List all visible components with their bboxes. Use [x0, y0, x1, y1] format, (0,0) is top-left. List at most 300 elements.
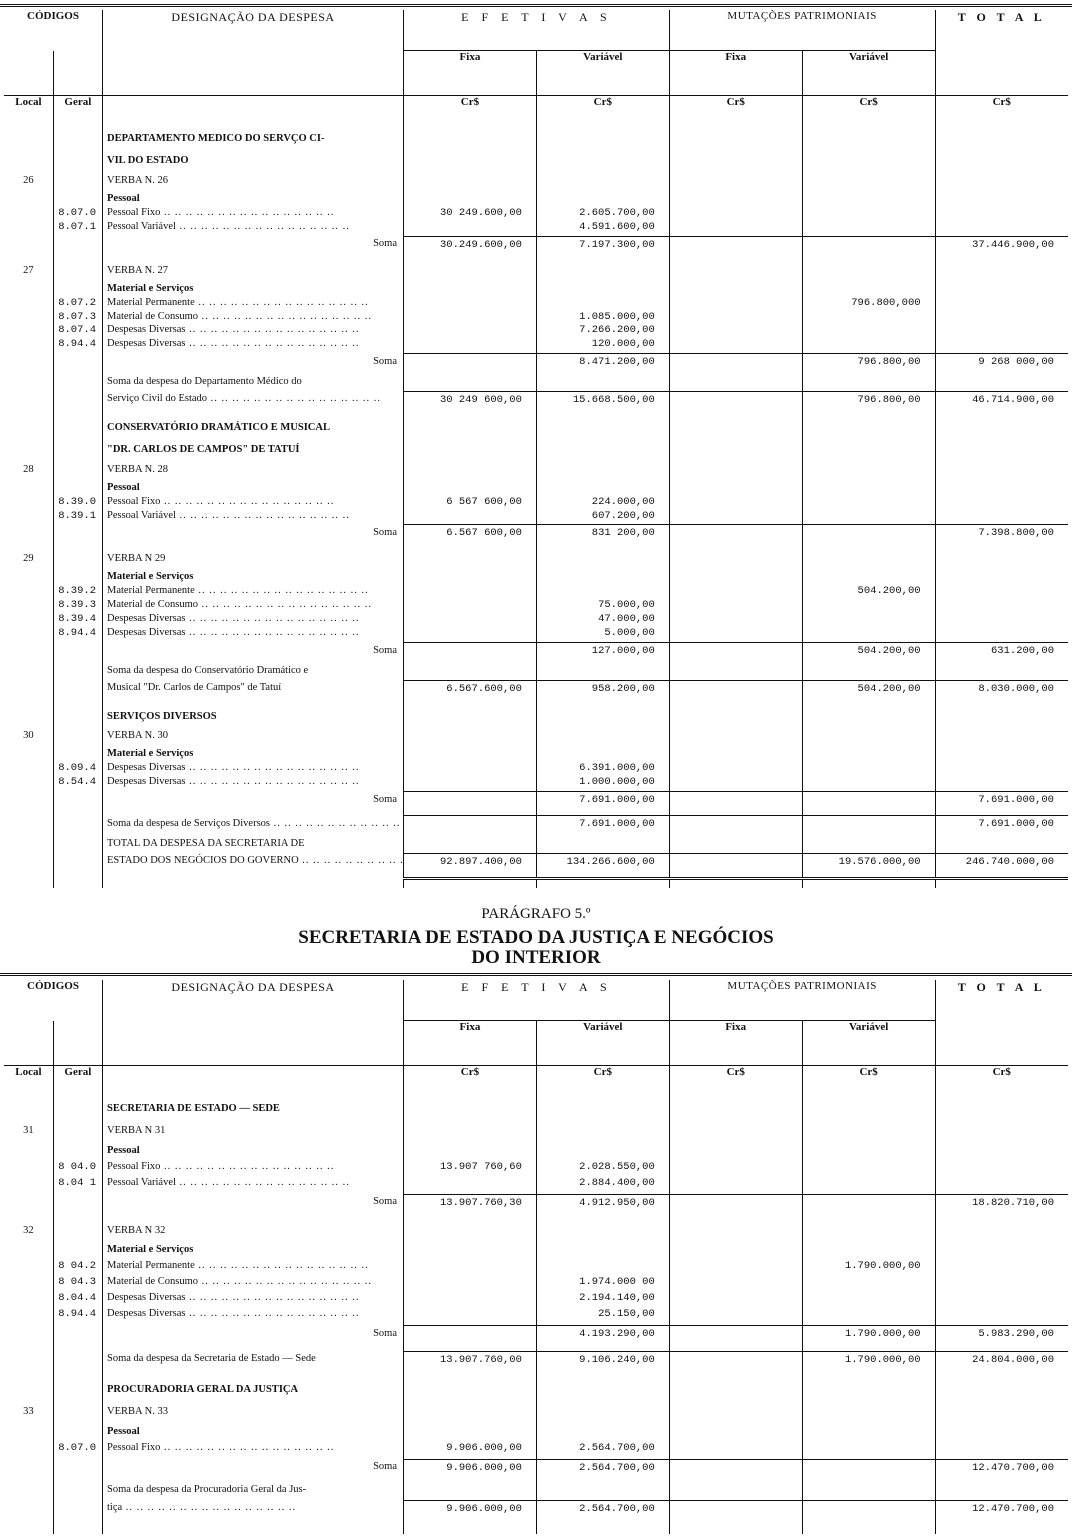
efetivas-variavel-value [536, 1401, 669, 1427]
mutacoes-fixa-value [669, 548, 802, 572]
efetivas-fixa-value: 30.249.600,00 [404, 236, 537, 259]
total-value: 246.740.000,00 [935, 853, 1068, 878]
total-value [935, 749, 1068, 763]
efetivas-variavel-value: 120.000,00 [536, 339, 669, 353]
table-row [4, 666, 1068, 680]
verba-number [4, 628, 53, 642]
total-value [935, 763, 1068, 777]
efetivas-variavel-value: 15.668.500,00 [536, 391, 669, 414]
efetivas-fixa-value [404, 777, 537, 791]
total-value: 12.470.700,00 [935, 1459, 1068, 1484]
verba-number: 32 [4, 1220, 53, 1246]
efetivas-fixa-value: 9.906.000,00 [404, 1500, 537, 1525]
total-value [935, 459, 1068, 483]
code-geral: 8.07.0 [53, 1443, 102, 1459]
designation: SECRETARIA DE ESTADO — SEDE [103, 1104, 404, 1120]
table-row [4, 1162, 1068, 1178]
efetivas-fixa-value [404, 1261, 537, 1277]
efetivas-fixa-value [404, 1146, 537, 1162]
verba-number [4, 749, 53, 763]
ef-variavel-header: Variável [536, 1021, 669, 1066]
currency-label: Cr$ [669, 96, 802, 135]
designation: "DR. CARLOS DE CAMPOS" DE TATUÍ [103, 437, 404, 459]
table-row [4, 391, 1068, 414]
total-value [935, 1104, 1068, 1120]
verba-number: 26 [4, 170, 53, 194]
total-value [935, 134, 1068, 148]
designation: Material e Serviços [103, 572, 404, 586]
table-row [4, 725, 1068, 749]
efetivas-fixa-value [404, 437, 537, 459]
table-row [4, 548, 1068, 572]
mutacoes-variavel-value [802, 236, 935, 259]
mutacoes-fixa-value [669, 763, 802, 777]
verba-number [4, 415, 53, 437]
total-value [935, 511, 1068, 525]
mutacoes-fixa-value [669, 437, 802, 459]
efetivas-fixa-value [404, 284, 537, 298]
designation: CONSERVATÓRIO DRAMÁTICO E MUSICAL [103, 415, 404, 437]
mutacoes-variavel-value [802, 170, 935, 194]
code-geral [53, 643, 102, 666]
code-geral: 8.94.4 [53, 1309, 102, 1325]
verba-number: 28 [4, 459, 53, 483]
table-row [4, 839, 1068, 853]
designation: Pessoal Fixo .. .. [103, 1162, 404, 1178]
total-value [935, 1178, 1068, 1194]
table-row [4, 312, 1068, 326]
code-geral: 8.07.3 [53, 312, 102, 326]
total-value [935, 377, 1068, 391]
efetivas-variavel-value [536, 483, 669, 497]
total-value: 7.691.000,00 [935, 816, 1068, 839]
designation: Despesas Diversas .. .. [103, 1309, 404, 1325]
codigos-header: CÓDIGOS [4, 10, 103, 51]
table-row [4, 1220, 1068, 1246]
verba-number [4, 1146, 53, 1162]
verba-number [4, 1459, 53, 1484]
mutacoes-fixa-value [669, 816, 802, 839]
total-header: T O T A L [957, 980, 1046, 994]
currency-label: Cr$ [536, 1066, 669, 1105]
code-geral [53, 839, 102, 853]
code-geral: 8.39.1 [53, 511, 102, 525]
verba-number [4, 325, 53, 339]
mutacoes-variavel-value [802, 312, 935, 326]
total-value [935, 1401, 1068, 1427]
verba-number [4, 377, 53, 391]
efetivas-fixa-value [404, 1220, 537, 1246]
mutacoes-variavel-value [802, 1220, 935, 1246]
table-row [4, 763, 1068, 777]
mutacoes-fixa-value [669, 170, 802, 194]
mutacoes-fixa-value [669, 391, 802, 414]
efetivas-fixa-value [404, 1401, 537, 1427]
mutacoes-variavel-value [802, 415, 935, 437]
total-value [935, 483, 1068, 497]
table-row [4, 497, 1068, 511]
table-row [4, 614, 1068, 628]
mutacoes-fixa-value [669, 415, 802, 437]
verba-number: 27 [4, 260, 53, 284]
mutacoes-fixa-value [669, 354, 802, 377]
designation: Pessoal [103, 483, 404, 497]
local-header: Local [4, 96, 53, 135]
mutacoes-variavel-value [802, 1401, 935, 1427]
code-geral [53, 391, 102, 414]
mutacoes-fixa-value [669, 511, 802, 525]
efetivas-header: E F E T I V A S [404, 980, 670, 1021]
efetivas-fixa-value [404, 749, 537, 763]
designation: VERBA N. 30 [103, 725, 404, 749]
mutacoes-fixa-value [669, 1220, 802, 1246]
mutacoes-variavel-value: 1.790.000,00 [802, 1326, 935, 1352]
mutacoes-fixa-value [669, 1500, 802, 1525]
verba-number [4, 763, 53, 777]
verba-number [4, 1485, 53, 1501]
total-value [935, 1261, 1068, 1277]
table-row [4, 853, 1068, 878]
efetivas-variavel-value [536, 194, 669, 208]
efetivas-fixa-value [404, 148, 537, 170]
mutacoes-fixa-value [669, 725, 802, 749]
code-geral [53, 572, 102, 586]
verba-number [4, 1500, 53, 1525]
designation: Soma [103, 792, 404, 816]
mutacoes-fixa-value [669, 1277, 802, 1293]
verba-number [4, 839, 53, 853]
efetivas-variavel-value [536, 415, 669, 437]
designation: VERBA N. 27 [103, 260, 404, 284]
mutacoes-variavel-value [802, 525, 935, 548]
efetivas-variavel-value: 1.000.000,00 [536, 777, 669, 791]
code-geral [53, 437, 102, 459]
efetivas-fixa-value [404, 339, 537, 353]
mutacoes-variavel-value: 504.200,00 [802, 586, 935, 600]
code-geral [53, 284, 102, 298]
mutacoes-variavel-value [802, 628, 935, 642]
verba-number [4, 525, 53, 548]
code-geral [53, 666, 102, 680]
efetivas-fixa-value: 9.906.000,00 [404, 1443, 537, 1459]
mutacoes-variavel-value [802, 1293, 935, 1309]
efetivas-fixa-value [404, 548, 537, 572]
mutacoes-variavel-value [802, 325, 935, 339]
table-row [4, 1377, 1068, 1401]
total-value [935, 1146, 1068, 1162]
designation: Despesas Diversas .. .. [103, 339, 404, 353]
code-geral [53, 1146, 102, 1162]
designation: Material Permanente .. .. [103, 298, 404, 312]
code-geral: 8.39.2 [53, 586, 102, 600]
code-geral [53, 134, 102, 148]
designation: VERBA N. 26 [103, 170, 404, 194]
table-row [4, 1261, 1068, 1277]
mutacoes-variavel-value: 796.800,00 [802, 391, 935, 414]
mutacoes-variavel-value [802, 437, 935, 459]
designation: Despesas Diversas .. .. [103, 763, 404, 777]
code-geral [53, 853, 102, 878]
efetivas-variavel-value: 607.200,00 [536, 511, 669, 525]
efetivas-variavel-value: 831 200,00 [536, 525, 669, 548]
total-value [935, 208, 1068, 222]
mutacoes-fixa-value [669, 614, 802, 628]
efetivas-variavel-value: 9.106.240,00 [536, 1351, 669, 1376]
total-value [935, 1485, 1068, 1501]
designation: Pessoal Fixo .. .. [103, 1443, 404, 1459]
efetivas-fixa-value [404, 377, 537, 391]
total-value [935, 572, 1068, 586]
verba-number [4, 284, 53, 298]
efetivas-variavel-value [536, 1261, 669, 1277]
table-row [4, 1351, 1068, 1376]
designation: Soma da despesa da Secretaria de Estado — Sede [103, 1351, 404, 1376]
mutacoes-variavel-value [802, 1443, 935, 1459]
mutacoes-fixa-value [669, 1245, 802, 1261]
table-row [4, 1194, 1068, 1219]
geral-header: Geral [53, 96, 102, 135]
efetivas-variavel-value: 5.000,00 [536, 628, 669, 642]
designation: TOTAL DA DESPESA DA SECRETARIA DE [103, 839, 404, 853]
mutacoes-variavel-value [802, 134, 935, 148]
verba-number [4, 511, 53, 525]
designation: tiça .. .. [103, 1500, 404, 1525]
codigos-header: CÓDIGOS [4, 980, 103, 1021]
mutacoes-fixa-value [669, 586, 802, 600]
efetivas-variavel-value: 7.266.200,00 [536, 325, 669, 339]
code-geral [53, 749, 102, 763]
designation: VIL DO ESTADO [103, 148, 404, 170]
efetivas-fixa-value [404, 643, 537, 666]
table-row [4, 284, 1068, 298]
table-row [4, 194, 1068, 208]
verba-number [4, 1443, 53, 1459]
verba-number: 33 [4, 1401, 53, 1427]
mutacoes-variavel-value [802, 497, 935, 511]
verba-number [4, 1309, 53, 1325]
designation: VERBA N 32 [103, 1220, 404, 1246]
total-value [935, 437, 1068, 459]
mutacoes-fixa-value [669, 325, 802, 339]
verba-number [4, 312, 53, 326]
efetivas-variavel-value [536, 1120, 669, 1146]
efetivas-variavel-value [536, 666, 669, 680]
verba-number [4, 483, 53, 497]
efetivas-fixa-value: 13.907 760,60 [404, 1162, 537, 1178]
code-geral [53, 1120, 102, 1146]
mutacoes-fixa-value [669, 1162, 802, 1178]
efetivas-variavel-value [536, 1485, 669, 1501]
efetivas-fixa-value [404, 600, 537, 614]
efetivas-fixa-value [404, 298, 537, 312]
mutacoes-fixa-value [669, 260, 802, 284]
efetivas-variavel-value: 958.200,00 [536, 680, 669, 703]
mutacoes-variavel-value: 19.576.000,00 [802, 853, 935, 878]
code-geral: 8.04.4 [53, 1293, 102, 1309]
mutacoes-fixa-value [669, 483, 802, 497]
table-row [4, 437, 1068, 459]
code-geral [53, 1194, 102, 1219]
designation: Material de Consumo .. .. [103, 1277, 404, 1293]
designation: Material Permanente .. .. [103, 586, 404, 600]
designation: ESTADO DOS NEGÓCIOS DO GOVERNO .. .. [103, 853, 404, 878]
mutacoes-fixa-value [669, 298, 802, 312]
mutacoes-fixa-value [669, 1326, 802, 1352]
efetivas-fixa-value [404, 628, 537, 642]
verba-number [4, 1162, 53, 1178]
designacao-header: DESIGNAÇÃO DA DESPESA [103, 10, 404, 96]
mutacoes-fixa-value [669, 284, 802, 298]
verba-number: 30 [4, 725, 53, 749]
verba-number [4, 666, 53, 680]
total-value [935, 1277, 1068, 1293]
mut-fixa-header: Fixa [669, 1021, 802, 1066]
mutacoes-fixa-value [669, 497, 802, 511]
efetivas-fixa-value [404, 1377, 537, 1401]
code-geral [53, 680, 102, 703]
table-row [4, 704, 1068, 726]
ef-variavel-header: Variável [536, 51, 669, 96]
mutacoes-variavel-value: 796.800,00 [802, 354, 935, 377]
efetivas-fixa-value [404, 666, 537, 680]
total-value [935, 339, 1068, 353]
code-geral: 8 04.2 [53, 1261, 102, 1277]
efetivas-fixa-value: 13.907.760,00 [404, 1351, 537, 1376]
total-value [935, 1377, 1068, 1401]
section-title [0, 928, 1072, 968]
efetivas-fixa-value [404, 614, 537, 628]
currency-label: Cr$ [536, 96, 669, 135]
efetivas-variavel-value: 2.564.700,00 [536, 1443, 669, 1459]
table-row [4, 1459, 1068, 1484]
currency-label: Cr$ [404, 1066, 537, 1105]
efetivas-fixa-value [404, 325, 537, 339]
efetivas-fixa-value: 30 249.600,00 [404, 208, 537, 222]
efetivas-variavel-value: 25.150,00 [536, 1309, 669, 1325]
verba-number [4, 1261, 53, 1277]
efetivas-fixa-value: 92.897.400,00 [404, 853, 537, 878]
efetivas-fixa-value [404, 704, 537, 726]
designation: Material e Serviços [103, 749, 404, 763]
mutacoes-fixa-value [669, 1146, 802, 1162]
total-value [935, 1162, 1068, 1178]
mutacoes-variavel-value [802, 1146, 935, 1162]
verba-number: 29 [4, 548, 53, 572]
efetivas-fixa-value: 6 567 600,00 [404, 497, 537, 511]
mutacoes-fixa-value [669, 839, 802, 853]
designation: Material e Serviços [103, 284, 404, 298]
mutacoes-variavel-value: 504.200,00 [802, 680, 935, 703]
mutacoes-variavel-value [802, 704, 935, 726]
efetivas-fixa-value [404, 1309, 537, 1325]
code-geral: 8 04.0 [53, 1162, 102, 1178]
total-value [935, 1443, 1068, 1459]
designation: Despesas Diversas .. .. [103, 325, 404, 339]
efetivas-variavel-value: 7.691.000,00 [536, 816, 669, 839]
mutacoes-fixa-value [669, 749, 802, 763]
mutacoes-fixa-value [669, 222, 802, 236]
designation: VERBA N. 28 [103, 459, 404, 483]
code-geral [53, 1500, 102, 1525]
code-geral: 8.94.4 [53, 628, 102, 642]
ef-fixa-header: Fixa [404, 51, 537, 96]
total-value: 24.804.000,00 [935, 1351, 1068, 1376]
efetivas-variavel-value: 4.193.290,00 [536, 1326, 669, 1352]
code-geral: 8.54.4 [53, 777, 102, 791]
code-geral [53, 415, 102, 437]
efetivas-variavel-value [536, 704, 669, 726]
mutacoes-fixa-value [669, 208, 802, 222]
efetivas-fixa-value: 13.907.760,30 [404, 1194, 537, 1219]
mutacoes-fixa-value [669, 704, 802, 726]
mutacoes-variavel-value [802, 1500, 935, 1525]
designation: Pessoal Variável .. .. [103, 222, 404, 236]
total-header: T O T A L [957, 10, 1046, 24]
efetivas-variavel-value [536, 839, 669, 853]
mutacoes-variavel-value [802, 816, 935, 839]
code-geral: 8.94.4 [53, 339, 102, 353]
verba-number [4, 298, 53, 312]
mutacoes-variavel-value: 504.200,00 [802, 643, 935, 666]
efetivas-variavel-value: 224.000,00 [536, 497, 669, 511]
designation: Soma [103, 1194, 404, 1219]
efetivas-variavel-value [536, 1377, 669, 1401]
currency-label: Cr$ [669, 1066, 802, 1105]
verba-number [4, 208, 53, 222]
mutacoes-fixa-value [669, 1261, 802, 1277]
mutacoes-variavel-value [802, 194, 935, 208]
verba-number [4, 1104, 53, 1120]
mutacoes-variavel-value: 1.790.000,00 [802, 1261, 935, 1277]
designation: Soma da despesa de Serviços Diversos .. .. [103, 816, 404, 839]
total-value [935, 839, 1068, 853]
efetivas-fixa-value [404, 572, 537, 586]
efetivas-fixa-value [404, 483, 537, 497]
designation: Pessoal [103, 194, 404, 208]
total-value: 7.691.000,00 [935, 792, 1068, 816]
efetivas-fixa-value: 6.567 600,00 [404, 525, 537, 548]
mutacoes-header: MUTAÇÕES PATRIMONIAIS [669, 980, 935, 1021]
verba-number [4, 236, 53, 259]
code-geral: 8.09.4 [53, 763, 102, 777]
designation: Pessoal Fixo .. .. [103, 208, 404, 222]
efetivas-fixa-value [404, 459, 537, 483]
table-row [4, 816, 1068, 839]
table-row [4, 170, 1068, 194]
verba-number [4, 600, 53, 614]
mutacoes-variavel-value [802, 459, 935, 483]
designation: Soma [103, 354, 404, 377]
verba-number [4, 1194, 53, 1219]
mutacoes-header: MUTAÇÕES PATRIMONIAIS [669, 10, 935, 51]
mutacoes-variavel-value [802, 839, 935, 853]
mutacoes-variavel-value [802, 148, 935, 170]
efetivas-variavel-value: 2.564.700,00 [536, 1459, 669, 1484]
efetivas-variavel-value: 1.974.000 00 [536, 1277, 669, 1293]
total-value [935, 497, 1068, 511]
designation: Soma [103, 236, 404, 259]
efetivas-header: E F E T I V A S [404, 10, 670, 51]
table-row [4, 1146, 1068, 1162]
table-row [4, 483, 1068, 497]
total-value: 37.446.900,00 [935, 236, 1068, 259]
designation: VERBA N. 33 [103, 1401, 404, 1427]
table-row [4, 525, 1068, 548]
efetivas-variavel-value: 2.028.550,00 [536, 1162, 669, 1178]
efetivas-variavel-value: 127.000,00 [536, 643, 669, 666]
efetivas-variavel-value: 4.591.600,00 [536, 222, 669, 236]
table-row [4, 339, 1068, 353]
